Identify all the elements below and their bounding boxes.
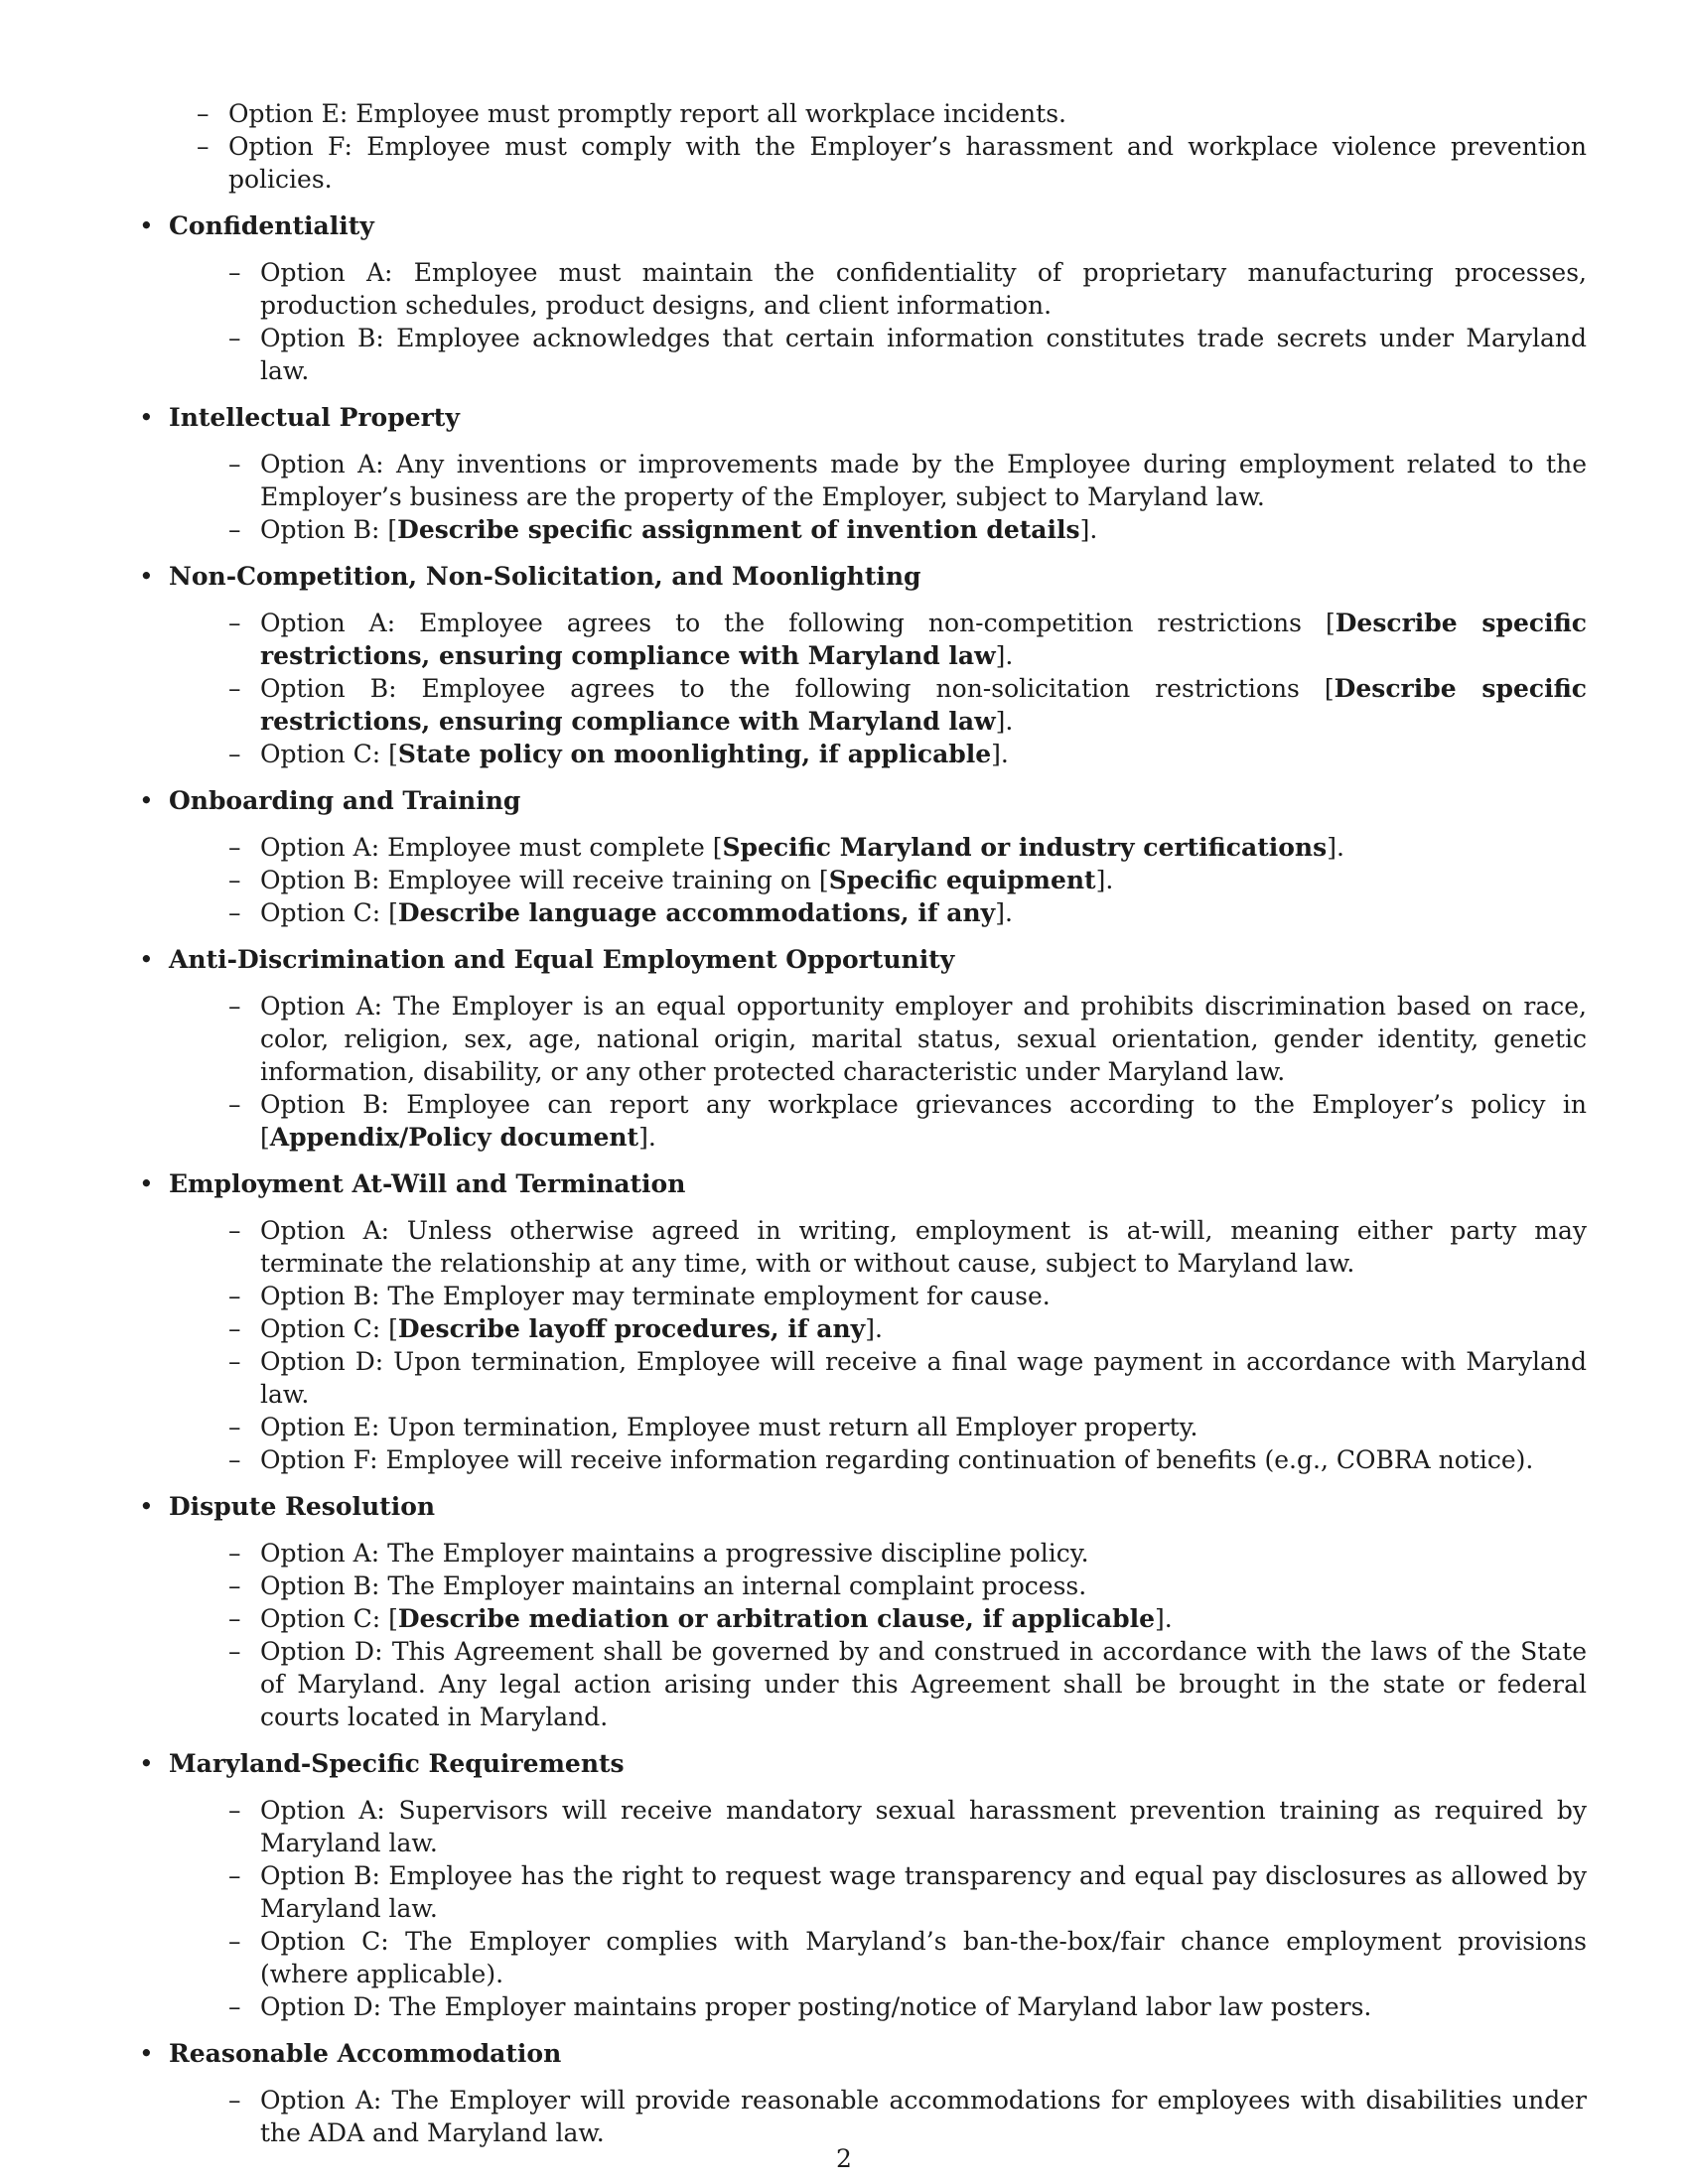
option-item (260, 448, 1587, 513)
section-heading: Employment At-Will and Termination (169, 1169, 686, 1198)
section-heading: Reasonable Accommodation (169, 2039, 562, 2068)
option-list (169, 607, 1587, 770)
page-content (137, 97, 1587, 2149)
bullet-icon: • (139, 1492, 154, 1521)
option-text: Option A: Employee must complete [ (260, 833, 723, 862)
option-item (260, 1925, 1587, 1990)
option-item (260, 1214, 1587, 1280)
option-list (169, 448, 1587, 546)
option-item (260, 1570, 1587, 1602)
option-item (260, 831, 1587, 864)
placeholder-text: State policy on moonlighting, if applicable (397, 740, 992, 768)
option-text: ]. (1095, 866, 1114, 894)
placeholder-text: Describe specific restrictions, ensuring compliance with Maryland law (260, 674, 1587, 736)
bullet-icon: • (139, 1749, 154, 1778)
option-text: Option F: Employee will receive information regarding continuation of benefits (e.g., COBRA notice). (260, 1445, 1534, 1474)
option-text: Option A: Employee must maintain the confidentiality of proprietary manufacturing processes, production schedules, product designs, and client information. (260, 258, 1587, 320)
continued-option-item: – Option F: Employee must comply with the Employer’s harassment and workplace violence prevention policies. (228, 130, 1587, 196)
option-item (260, 1312, 1587, 1345)
section-heading: Dispute Resolution (169, 1492, 436, 1521)
option-text: Option A: The Employer maintains a progressive discipline policy. (260, 1539, 1089, 1568)
option-text: Option A: The Employer will provide reasonable accommodations for employees with disabilities under the ADA and Maryland law. (260, 2086, 1587, 2147)
section (139, 1490, 1587, 1733)
option-item (260, 1280, 1587, 1312)
option-text: Option B: The Employer maintains an internal complaint process. (260, 1571, 1087, 1600)
placeholder-text: Describe mediation or arbitration clause, if applicable (397, 1604, 1155, 1633)
option-item (260, 896, 1587, 929)
option-item (260, 1088, 1587, 1154)
section (139, 1167, 1587, 1476)
placeholder-text: Describe layoff procedures, if any (397, 1314, 866, 1343)
section (139, 560, 1587, 770)
option-text: Option A: Unless otherwise agreed in writing, employment is at-will, meaning either party may terminate the relationship at any time, with or without cause, subject to Maryland law. (260, 1216, 1587, 1278)
continued-option-list (137, 97, 1587, 196)
option-item (260, 1635, 1587, 1733)
option-list (169, 1794, 1587, 2023)
option-text: Option A: The Employer is an equal opportunity employer and prohibits discrimination based on race, color, religion, sex, age, national origin, marital status, sexual orientation, gender identity, genetic information, disability, or any other protected characteristic under Maryland law. (260, 992, 1587, 1086)
option-text: ]. (1155, 1604, 1173, 1633)
placeholder-text: Describe specific restrictions, ensuring compliance with Maryland law (260, 609, 1587, 670)
option-text: ]. (1079, 515, 1098, 544)
option-text: Option C: [ (260, 1314, 398, 1343)
option-text: ]. (995, 898, 1013, 927)
section (139, 784, 1587, 929)
option-text: Option A: Employee agrees to the following non-competition restrictions [ (260, 609, 1336, 637)
option-text: Option B: Employee has the right to request wage transparency and equal pay disclosures as allowed by Maryland law. (260, 1861, 1587, 1923)
bullet-icon: • (139, 945, 154, 974)
section-list (137, 209, 1587, 2149)
bullet-icon: • (139, 1169, 154, 1198)
section-heading: Anti-Discrimination and Equal Employment Opportunity (169, 945, 955, 974)
option-item (260, 1794, 1587, 1859)
option-item (260, 738, 1587, 770)
option-text: Option C: [ (260, 1604, 398, 1633)
continued-option-item: – Option E: Employee must promptly report all workplace incidents. (228, 97, 1587, 130)
section-heading: Maryland-Specific Requirements (169, 1749, 625, 1778)
page-number: 2 (836, 2144, 852, 2173)
placeholder-text: Describe language accommodations, if any (397, 898, 996, 927)
section (139, 1747, 1587, 2023)
option-item (260, 1990, 1587, 2023)
option-text: Option E: Upon termination, Employee must return all Employer property. (260, 1413, 1198, 1441)
option-item (260, 1345, 1587, 1411)
placeholder-text: Appendix/Policy document (269, 1123, 639, 1152)
option-text: Option A: Supervisors will receive mandatory sexual harassment prevention training as required by Maryland law. (260, 1796, 1587, 1857)
option-text: Option A: Any inventions or improvements made by the Employee during employment related to the Employer’s business are the property of the Employer, subject to Maryland law. (260, 450, 1587, 511)
section (139, 401, 1587, 546)
option-item (260, 1602, 1587, 1635)
option-text: Option B: Employee can report any workplace grievances according to the Employer’s policy in [ (260, 1090, 1587, 1152)
option-text: ]. (1327, 833, 1344, 862)
option-text: ]. (995, 707, 1014, 736)
option-text: Option D: Upon termination, Employee will receive a final wage payment in accordance with Maryland law. (260, 1347, 1587, 1409)
option-text: Option B: Employee acknowledges that certain information constitutes trade secrets under Maryland law. (260, 324, 1587, 385)
option-item (260, 1859, 1587, 1925)
bullet-icon: • (139, 786, 154, 815)
option-text: Option B: The Employer may terminate employment for cause. (260, 1282, 1051, 1310)
option-text: Option B: Employee agrees to the following non-solicitation restrictions [ (260, 674, 1335, 703)
option-item (260, 1411, 1587, 1443)
option-item (260, 1537, 1587, 1570)
option-text: ]. (995, 641, 1014, 670)
section (139, 943, 1587, 1154)
option-text: Option C: [ (260, 740, 398, 768)
section-heading: Confidentiality (169, 211, 374, 240)
option-item (260, 256, 1587, 322)
option-text: ]. (638, 1123, 656, 1152)
bullet-icon: • (139, 562, 154, 591)
option-item (260, 672, 1587, 738)
bullet-icon: • (139, 2039, 154, 2068)
section-heading: Intellectual Property (169, 403, 460, 432)
placeholder-text: Specific equipment (828, 866, 1096, 894)
section-heading: Onboarding and Training (169, 786, 521, 815)
option-list (169, 1214, 1587, 1476)
option-list (169, 831, 1587, 929)
option-text: Option D: The Employer maintains proper posting/notice of Maryland labor law posters. (260, 1992, 1372, 2021)
option-text: Option D: This Agreement shall be governed by and construed in accordance with the laws of the State of Maryland. Any legal action arising under this Agreement shall be brought in the state or federal courts located in Maryland. (260, 1637, 1587, 1731)
option-text: ]. (865, 1314, 883, 1343)
option-item (260, 1443, 1587, 1476)
option-item (260, 513, 1587, 546)
option-item (260, 990, 1587, 1088)
option-item (260, 607, 1587, 672)
option-text: Option C: [ (260, 898, 398, 927)
option-list (169, 2084, 1587, 2149)
option-text: Option B: Employee will receive training on [ (260, 866, 829, 894)
section (139, 209, 1587, 387)
option-list (169, 1537, 1587, 1733)
placeholder-text: Specific Maryland or industry certifications (722, 833, 1328, 862)
option-item (260, 864, 1587, 896)
section-heading: Non-Competition, Non-Solicitation, and Moonlighting (169, 562, 921, 591)
bullet-icon: • (139, 211, 154, 240)
option-text: ]. (991, 740, 1009, 768)
option-item (260, 322, 1587, 387)
placeholder-text: Describe specific assignment of invention details (397, 515, 1080, 544)
section (139, 2037, 1587, 2149)
bullet-icon: • (139, 403, 154, 432)
option-item (260, 2084, 1587, 2149)
option-text: Option B: [ (260, 515, 398, 544)
option-list (169, 990, 1587, 1154)
option-list (169, 256, 1587, 387)
option-text: Option C: The Employer complies with Maryland’s ban-the-box/fair chance employment provisions (where applicable). (260, 1927, 1587, 1988)
